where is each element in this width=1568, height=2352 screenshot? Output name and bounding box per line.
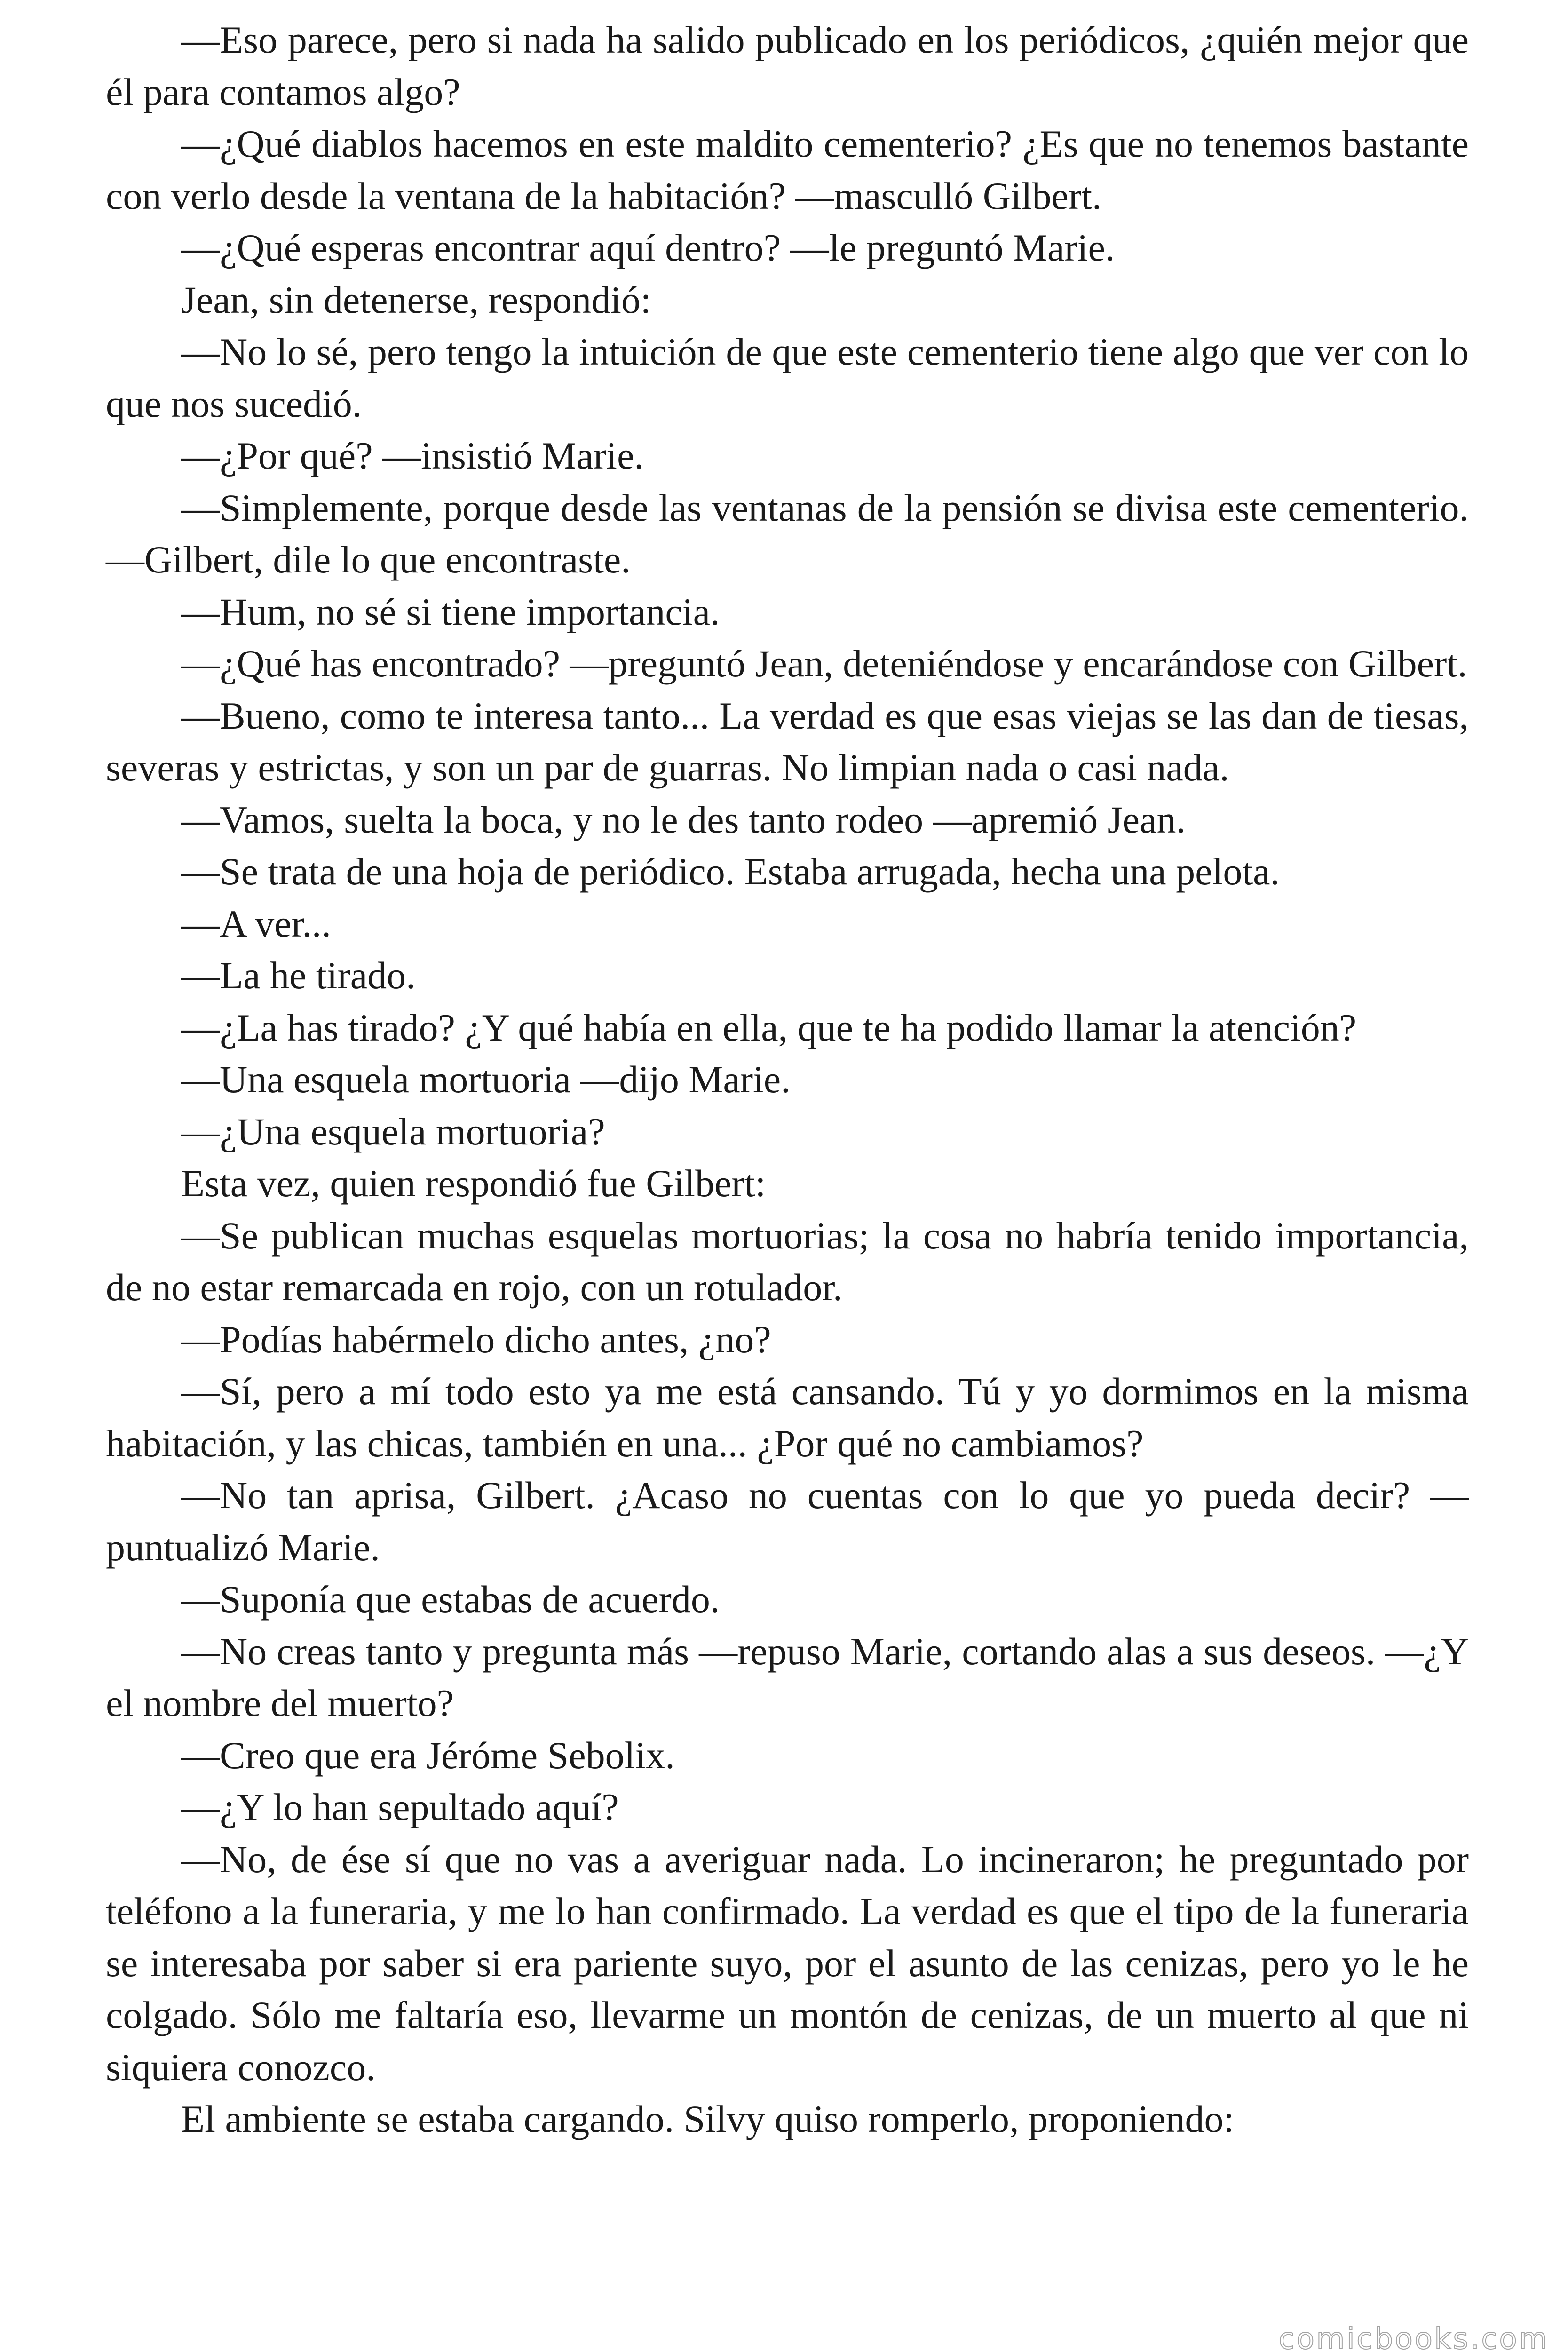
paragraph: —¿Y lo han sepultado aquí?	[181, 1786, 619, 1828]
paragraph: —No creas tanto y pregunta más —repuso Marie, cortando alas a sus deseos. —¿Y el nombre del muerto?	[106, 1629, 1469, 1724]
paragraph: Esta vez, quien respondió fue Gilbert:	[181, 1162, 766, 1205]
paragraph: —No lo sé, pero tengo la intuición de que este cementerio tiene algo que ver con lo que nos sucedió.	[106, 330, 1469, 425]
paragraph: —¿Qué has encontrado? —preguntó Jean, deteniéndose y encarándose con Gilbert.	[181, 642, 1467, 685]
paragraph: —¿Qué esperas encontrar aquí dentro? —le preguntó Marie.	[181, 226, 1115, 269]
paragraph: —A ver...	[181, 902, 331, 945]
watermark: comicbooks.com	[1278, 2321, 1549, 2352]
paragraph: Jean, sin detenerse, respondió:	[181, 278, 651, 321]
paragraph: —No, de ése sí que no vas a averiguar nada. Lo incineraron; he preguntado por teléfono a la funeraria, y me lo han confirmado. La verdad es que el tipo de la funeraria se interesaba por saber si era pariente suyo, por el asunto de las cenizas, pero yo le he colgado. Sólo me faltaría eso, llevarme un montón de cenizas, de un muerto al que ni siquiera conozco.	[106, 1837, 1469, 2089]
paragraph: —¿Por qué? —insistió Marie.	[181, 434, 644, 477]
page-body	[106, 14, 1469, 2145]
paragraph: —Hum, no sé si tiene importancia.	[181, 590, 720, 633]
paragraph: —¿La has tirado? ¿Y qué había en ella, que te ha podido llamar la atención?	[181, 1006, 1357, 1049]
paragraph: —Se publican muchas esquelas mortuorias; la cosa no habría tenido importancia, de no estar remarcada en rojo, con un rotulador.	[106, 1214, 1469, 1309]
paragraph: —No tan aprisa, Gilbert. ¿Acaso no cuentas con lo que yo pueda decir? —puntualizó Marie.	[106, 1474, 1469, 1569]
paragraph: —Simplemente, porque desde las ventanas de la pensión se divisa este cementerio. —Gilbert, dile lo que encontraste.	[106, 486, 1469, 581]
paragraph: —Podías habérmelo dicho antes, ¿no?	[181, 1318, 771, 1361]
paragraph: —Sí, pero a mí todo esto ya me está cansando. Tú y yo dormimos en la misma habitación, y las chicas, también en una... ¿Por qué no cambiamos?	[106, 1370, 1469, 1465]
paragraph: —¿Qué diablos hacemos en este maldito cementerio? ¿Es que no tenemos bastante con verlo desde la ventana de la habitación? —masculló Gilbert.	[106, 122, 1469, 217]
paragraph: —Una esquela mortuoria —dijo Marie.	[181, 1058, 791, 1101]
paragraph: —Bueno, como te interesa tanto... La verdad es que esas viejas se las dan de tiesas, severas y estrictas, y son un par de guarras. No limpian nada o casi nada.	[106, 694, 1469, 789]
paragraph: —Eso parece, pero si nada ha salido publicado en los periódicos, ¿quién mejor que él para contamos algo?	[106, 18, 1469, 113]
paragraph: —Creo que era Jéróme Sebolix.	[181, 1733, 675, 1777]
paragraph: —Vamos, suelta la boca, y no le des tanto rodeo —apremió Jean.	[181, 798, 1186, 841]
paragraph: —¿Una esquela mortuoria?	[181, 1110, 605, 1153]
paragraph: —La he tirado.	[181, 954, 416, 997]
paragraph: El ambiente se estaba cargando. Silvy quiso romperlo, proponiendo:	[181, 2098, 1235, 2140]
paragraph: —Se trata de una hoja de periódico. Estaba arrugada, hecha una pelota.	[181, 850, 1280, 893]
paragraph: —Suponía que estabas de acuerdo.	[181, 1578, 720, 1621]
